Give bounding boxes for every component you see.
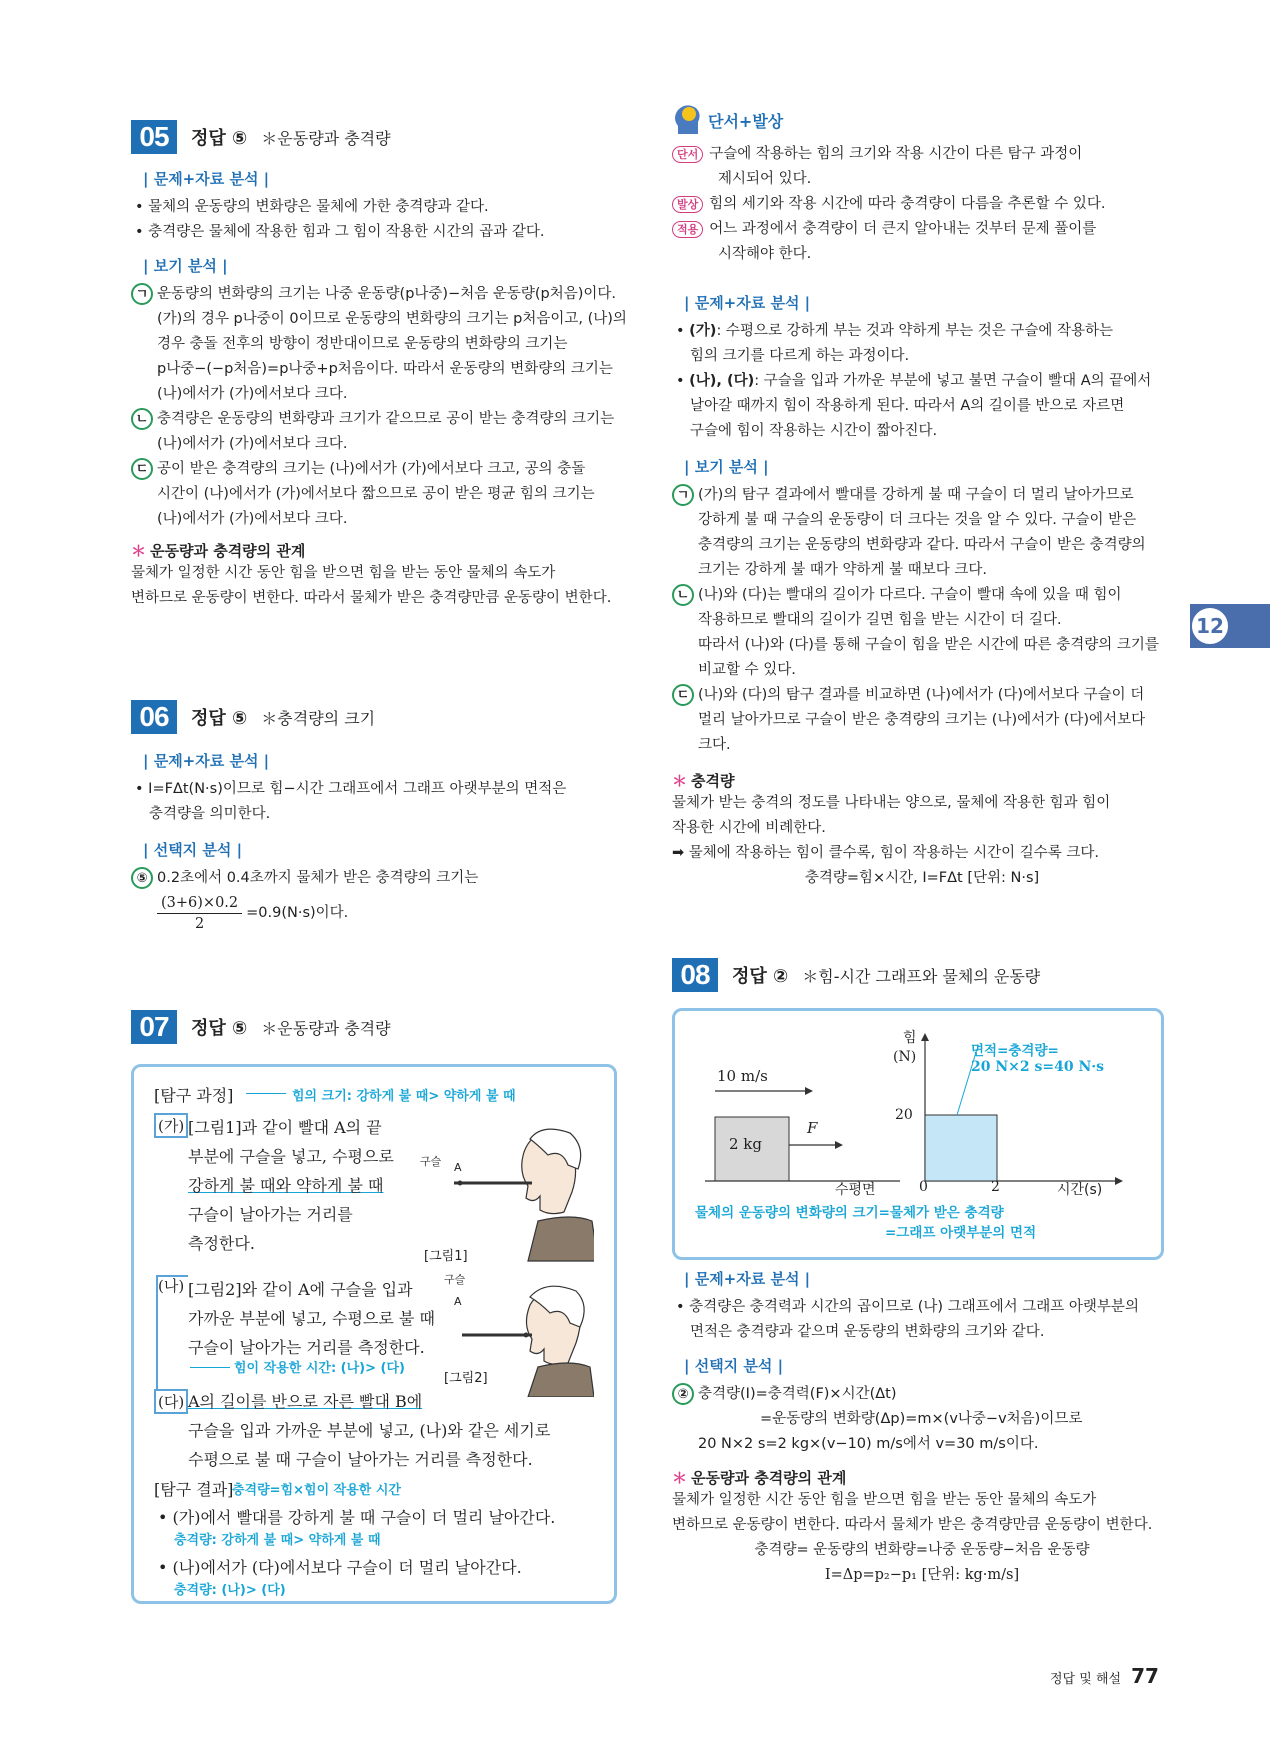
mass-label: 2 kg <box>729 1135 763 1153</box>
note-line: 변하므로 운동량이 변한다. 따라서 물체가 받은 충격량만큼 운동량이 변한다. <box>672 1517 1153 1533</box>
choice-mark: ㄷ <box>131 458 153 480</box>
process-label: [탐구 과정] <box>154 1086 234 1105</box>
analysis-line: • I=FΔt(N·s)이므로 힘−시간 그래프에서 그래프 아랫부분의 면적은 <box>135 781 567 797</box>
chapter-number: 12 <box>1190 606 1230 646</box>
choice-item-n: ㄴ 충격량은 운동량의 변화량과 크기가 같으므로 공이 받는 충격량의 크기는 (나)에서가 (가)에서보다 크다. <box>131 407 651 457</box>
note-line: 물체가 일정한 시간 동안 힘을 받으면 힘을 받는 동안 물체의 속도가 <box>131 565 556 581</box>
choice-item-5: ⑤ 0.2초에서 0.4초까지 물체가 받은 충격량의 크기는 $\frac{(3+6)\times 0.2}{2}$ =0.9(N·s)이다. <box>131 866 651 934</box>
q08-figure-box <box>672 1008 1164 1260</box>
choice-item-g: ㄱ (가)의 탐구 결과에서 빨대를 강하게 불 때 구슬이 더 멀리 날아가므로 강하게 불 때 구슬의 운동량이 더 크다는 것을 알 수 있다. 구슬이 받은 충격량의 크기는 운동량의 변화량과 같다. 따라서 구슬이 받은 충격량의 크기는 강하게 불 때가 약하게 불 때보다 크다. <box>672 483 1172 583</box>
q08-header <box>672 958 1192 992</box>
analysis-line: 면적은 충격량과 같으며 운동량의 변화량의 크기와 같다. <box>690 1324 1045 1340</box>
figure2-label: [그림2] <box>444 1371 488 1386</box>
note-line: ➡ 물체에 작용하는 힘이 클수록, 힘이 작용하는 시간이 길수록 크다. <box>672 845 1100 861</box>
q05-section <box>131 120 651 611</box>
hint-tag: 적용 <box>672 221 703 238</box>
choice-heading: | 보기 분석 | <box>684 458 769 476</box>
answer-label: 정답 ⑤ <box>191 1018 248 1039</box>
surface-label: 수평면 <box>835 1182 876 1198</box>
hint-section <box>672 104 1162 267</box>
choice-mark: ㄴ <box>672 584 694 606</box>
figure1-label: [그림1] <box>424 1249 468 1264</box>
choice-heading: | 보기 분석 | <box>143 257 228 275</box>
x-axis-label: 시간(s) <box>1057 1182 1103 1198</box>
topic-label: ＊힘-시간 그래프와 물체의 운동량 <box>802 966 1041 986</box>
straw-a-label: A <box>454 1161 462 1174</box>
analysis-heading: | 문제+자료 분석 | <box>684 294 811 312</box>
question-number: 07 <box>131 1010 177 1044</box>
choice-item-d: ㄷ (나)와 (다)의 탐구 결과를 비교하면 (나)에서가 (다)에서보다 구슬이 더 멀리 날아가므로 구슬이 받은 충격량의 크기는 (나)에서가 (다)에서보다 크다. <box>672 683 1172 758</box>
impulse-area <box>925 1115 997 1181</box>
note-formula: 충격량=힘×시간, I=FΔt [단위: N·s] <box>804 870 1040 886</box>
analysis-line: 충격량을 의미한다. <box>149 806 271 822</box>
choice-heading: | 선택지 분석 | <box>684 1357 784 1375</box>
q05-header <box>131 120 651 154</box>
question-number: 08 <box>672 958 718 992</box>
note-title: ＊ 운동량과 충격량의 관계 <box>672 1469 847 1487</box>
figure-caption: =그래프 아랫부분의 면적 <box>885 1225 1037 1241</box>
force-label: F <box>807 1119 818 1137</box>
time-note: 힘이 작용한 시간: (나)> (다) <box>234 1361 405 1376</box>
bead-label: 구슬 <box>444 1273 466 1286</box>
q08-explanation <box>672 1268 1172 1588</box>
area-note: 면적=충격량= <box>971 1043 1059 1059</box>
choice-heading: | 선택지 분석 | <box>143 841 243 859</box>
velocity-label: 10 m/s <box>717 1067 768 1085</box>
hint-row: 발상 힘의 세기와 작용 시간에 따라 충격량이 다름을 추론할 수 있다. <box>672 192 1162 217</box>
figure-caption: 물체의 운동량의 변화량의 크기=물체가 받은 충격량 <box>695 1205 1004 1221</box>
straw-a-label: A <box>454 1295 462 1308</box>
x-tick-label: 2 <box>991 1179 1000 1195</box>
y-axis-unit: (N) <box>893 1049 917 1065</box>
result-item: • (가)에서 빨대를 강하게 불 때 구슬이 더 멀리 날아간다. <box>158 1508 556 1527</box>
fraction-expression: $\frac{(3+6)\times 0.2}{2}$ =0.9(N·s)이다. <box>157 893 651 934</box>
question-number: 05 <box>131 120 177 154</box>
step-na-text: [그림2]와 같이 A에 구슬을 입과 가까운 부분에 넣고, 수평으로 불 때 구슬이 날아가는 거리를 측정한다. <box>188 1280 435 1357</box>
hint-tag: 단서 <box>672 146 703 163</box>
choice-item-d: ㄷ 공이 받은 충격량의 크기는 (나)에서가 (가)에서보다 크고, 공의 충돌 시간이 (나)에서가 (가)에서보다 짧으므로 공이 받은 평균 힘의 크기는 (나)에서가 (가)에서보다 크다. <box>131 457 651 532</box>
area-note: 20 N×2 s=40 N·s <box>971 1059 1105 1075</box>
hint-row: 적용 어느 과정에서 충격량이 더 큰지 알아내는 것부터 문제 풀이를 시작해야 한다. <box>672 217 1162 267</box>
choice-mark: ② <box>672 1383 694 1405</box>
step-na-label: (나) <box>158 1277 185 1295</box>
y-tick-label: 20 <box>895 1107 913 1123</box>
note-formula: I=Δp=p₂−p₁ [단위: kg·m/s] <box>824 1567 1020 1583</box>
analysis-line: 힘의 크기를 다르게 하는 과정이다. <box>690 348 910 364</box>
analysis-line: • 충격량은 충격력과 시간의 곱이므로 (나) 그래프에서 그래프 아랫부분의 <box>676 1299 1139 1315</box>
analysis-line: 구슬에 힘이 작용하는 시간이 짧아진다. <box>690 423 938 439</box>
hint-header: 단서+발상 <box>672 104 1162 136</box>
topic-label: ＊충격량의 크기 <box>261 708 376 728</box>
step-ga-text: [그림1]과 같이 빨대 A의 끝 부분에 구슬을 넣고, 수평으로 강하게 불 때와 약하게 불 때 구슬이 날아가는 거리를 측정한다. <box>188 1118 394 1253</box>
note-line: 물체가 받는 충격의 정도를 나타내는 양으로, 물체에 작용한 힘과 힘이 <box>672 795 1111 811</box>
note-title: ＊ 운동량과 충격량의 관계 <box>131 542 306 560</box>
process-note: 힘의 크기: 강하게 불 때> 약하게 불 때 <box>292 1089 516 1104</box>
page-footer <box>1050 1664 1159 1688</box>
topic-label: ＊운동량과 충격량 <box>261 1018 391 1038</box>
answer-label: 정답 ⑤ <box>191 128 248 149</box>
analysis-line: 날아갈 때까지 힘이 작용하게 된다. 따라서 A의 길이를 반으로 자르면 <box>690 398 1125 414</box>
bead-label: 구슬 <box>420 1155 442 1168</box>
analysis-line: • 물체의 운동량의 변화량은 물체에 가한 충격량과 같다. <box>135 199 489 215</box>
note-line: 작용한 시간에 비례한다. <box>672 820 826 836</box>
result-label: [탐구 결과] <box>154 1480 234 1499</box>
hint-row: 단서 구슬에 작용하는 힘의 크기와 작용 시간이 다른 탐구 과정이 제시되어 있다. <box>672 142 1162 192</box>
chapter-tab <box>1190 604 1270 648</box>
q07-header <box>131 1010 651 1044</box>
analysis-line: • (가): 수평으로 강하게 부는 것과 약하게 부는 것은 구슬에 작용하는 <box>676 323 1113 339</box>
choice-mark: ⑤ <box>131 867 153 889</box>
lightbulb-head-icon <box>672 104 702 136</box>
answer-label: 정답 ② <box>732 966 789 987</box>
step-da-text: A의 길이를 반으로 자른 빨대 B에 구슬을 입과 가까운 부분에 넣고, (나)와 같은 세기로 수평으로 불 때 구슬이 날아가는 거리를 측정한다. <box>188 1392 551 1469</box>
note-title: ＊ 충격량 <box>672 772 735 790</box>
hint-tag: 발상 <box>672 196 703 213</box>
analysis-heading: | 문제+자료 분석 | <box>143 752 270 770</box>
page-number: 77 <box>1131 1664 1159 1688</box>
result-item: • (나)에서가 (다)에서보다 구슬이 더 멀리 날아간다. <box>158 1558 522 1577</box>
q06-header <box>131 700 651 734</box>
note-line: 변하므로 운동량이 변한다. 따라서 물체가 받은 충격량만큼 운동량이 변한다. <box>131 590 612 606</box>
result-note: 충격량=힘×힘이 작용한 시간 <box>232 1483 401 1498</box>
result-note: 충격량: (나)> (다) <box>174 1583 286 1598</box>
choice-item-2: ② 충격량(I)=충격력(F)×시간(Δt) =운동량의 변화량(Δp)=m×(v나중−v처음)이므로 20 N×2 s=2 kg×(v−10) m/s에서 v=30 m/s이다. <box>672 1382 1172 1457</box>
experiment-box <box>131 1064 617 1604</box>
choice-mark: ㄱ <box>131 283 153 305</box>
choice-mark: ㄱ <box>672 484 694 506</box>
choice-mark: ㄷ <box>672 684 694 706</box>
q06-section <box>131 700 651 934</box>
footer-label: 정답 및 해설 <box>1050 1672 1122 1687</box>
note-formula: 충격량= 운동량의 변화량=나중 운동량−처음 운동량 <box>754 1542 1090 1558</box>
step-da-label: (다) <box>154 1389 188 1414</box>
q07-explanation <box>672 292 1172 891</box>
choice-item-n: ㄴ (나)와 (다)는 빨대의 길이가 다르다. 구슬이 빨대 속에 있을 때 힘이 작용하므로 빨대의 길이가 길면 힘을 받는 시간이 더 길다. 따라서 (나)와 (다)를 통해 구슬이 힘을 받은 시간에 따른 충격량의 크기를 비교할 수 있다. <box>672 583 1172 683</box>
note-line: 물체가 일정한 시간 동안 힘을 받으면 힘을 받는 동안 물체의 속도가 <box>672 1492 1097 1508</box>
question-number: 06 <box>131 700 177 734</box>
answer-label: 정답 ⑤ <box>191 708 248 729</box>
topic-label: ＊운동량과 충격량 <box>261 128 391 148</box>
choice-item-g: ㄱ 운동량의 변화량의 크기는 나중 운동량(p나중)−처음 운동량(p처음)이다. (가)의 경우 p나중이 0이므로 운동량의 변화량의 크기는 p처음이고, (나)의 경우 충돌 전후의 방향이 정반대이므로 운동량의 변화량의 크기는 p나중−(−p처음)=p나중+p처음이다. 따라서 운동량의 변화량의 크기는 (나)에서가 (가)에서보다 크다. <box>131 282 651 407</box>
step-ga-label: (가) <box>154 1113 188 1138</box>
x-tick-label: 0 <box>919 1179 928 1195</box>
analysis-line: • (나), (다): 구슬을 입과 가까운 부분에 넣고 불면 구슬이 빨대 A의 끝에서 <box>676 373 1152 389</box>
analysis-heading: | 문제+자료 분석 | <box>684 1270 811 1288</box>
result-note: 충격량: 강하게 불 때> 약하게 불 때 <box>174 1533 381 1548</box>
y-axis-label: 힘 <box>903 1030 917 1046</box>
choice-mark: ㄴ <box>131 408 153 430</box>
analysis-line: • 충격량은 물체에 작용한 힘과 그 힘이 작용한 시간의 곱과 같다. <box>135 224 545 240</box>
analysis-heading: | 문제+자료 분석 | <box>143 170 270 188</box>
